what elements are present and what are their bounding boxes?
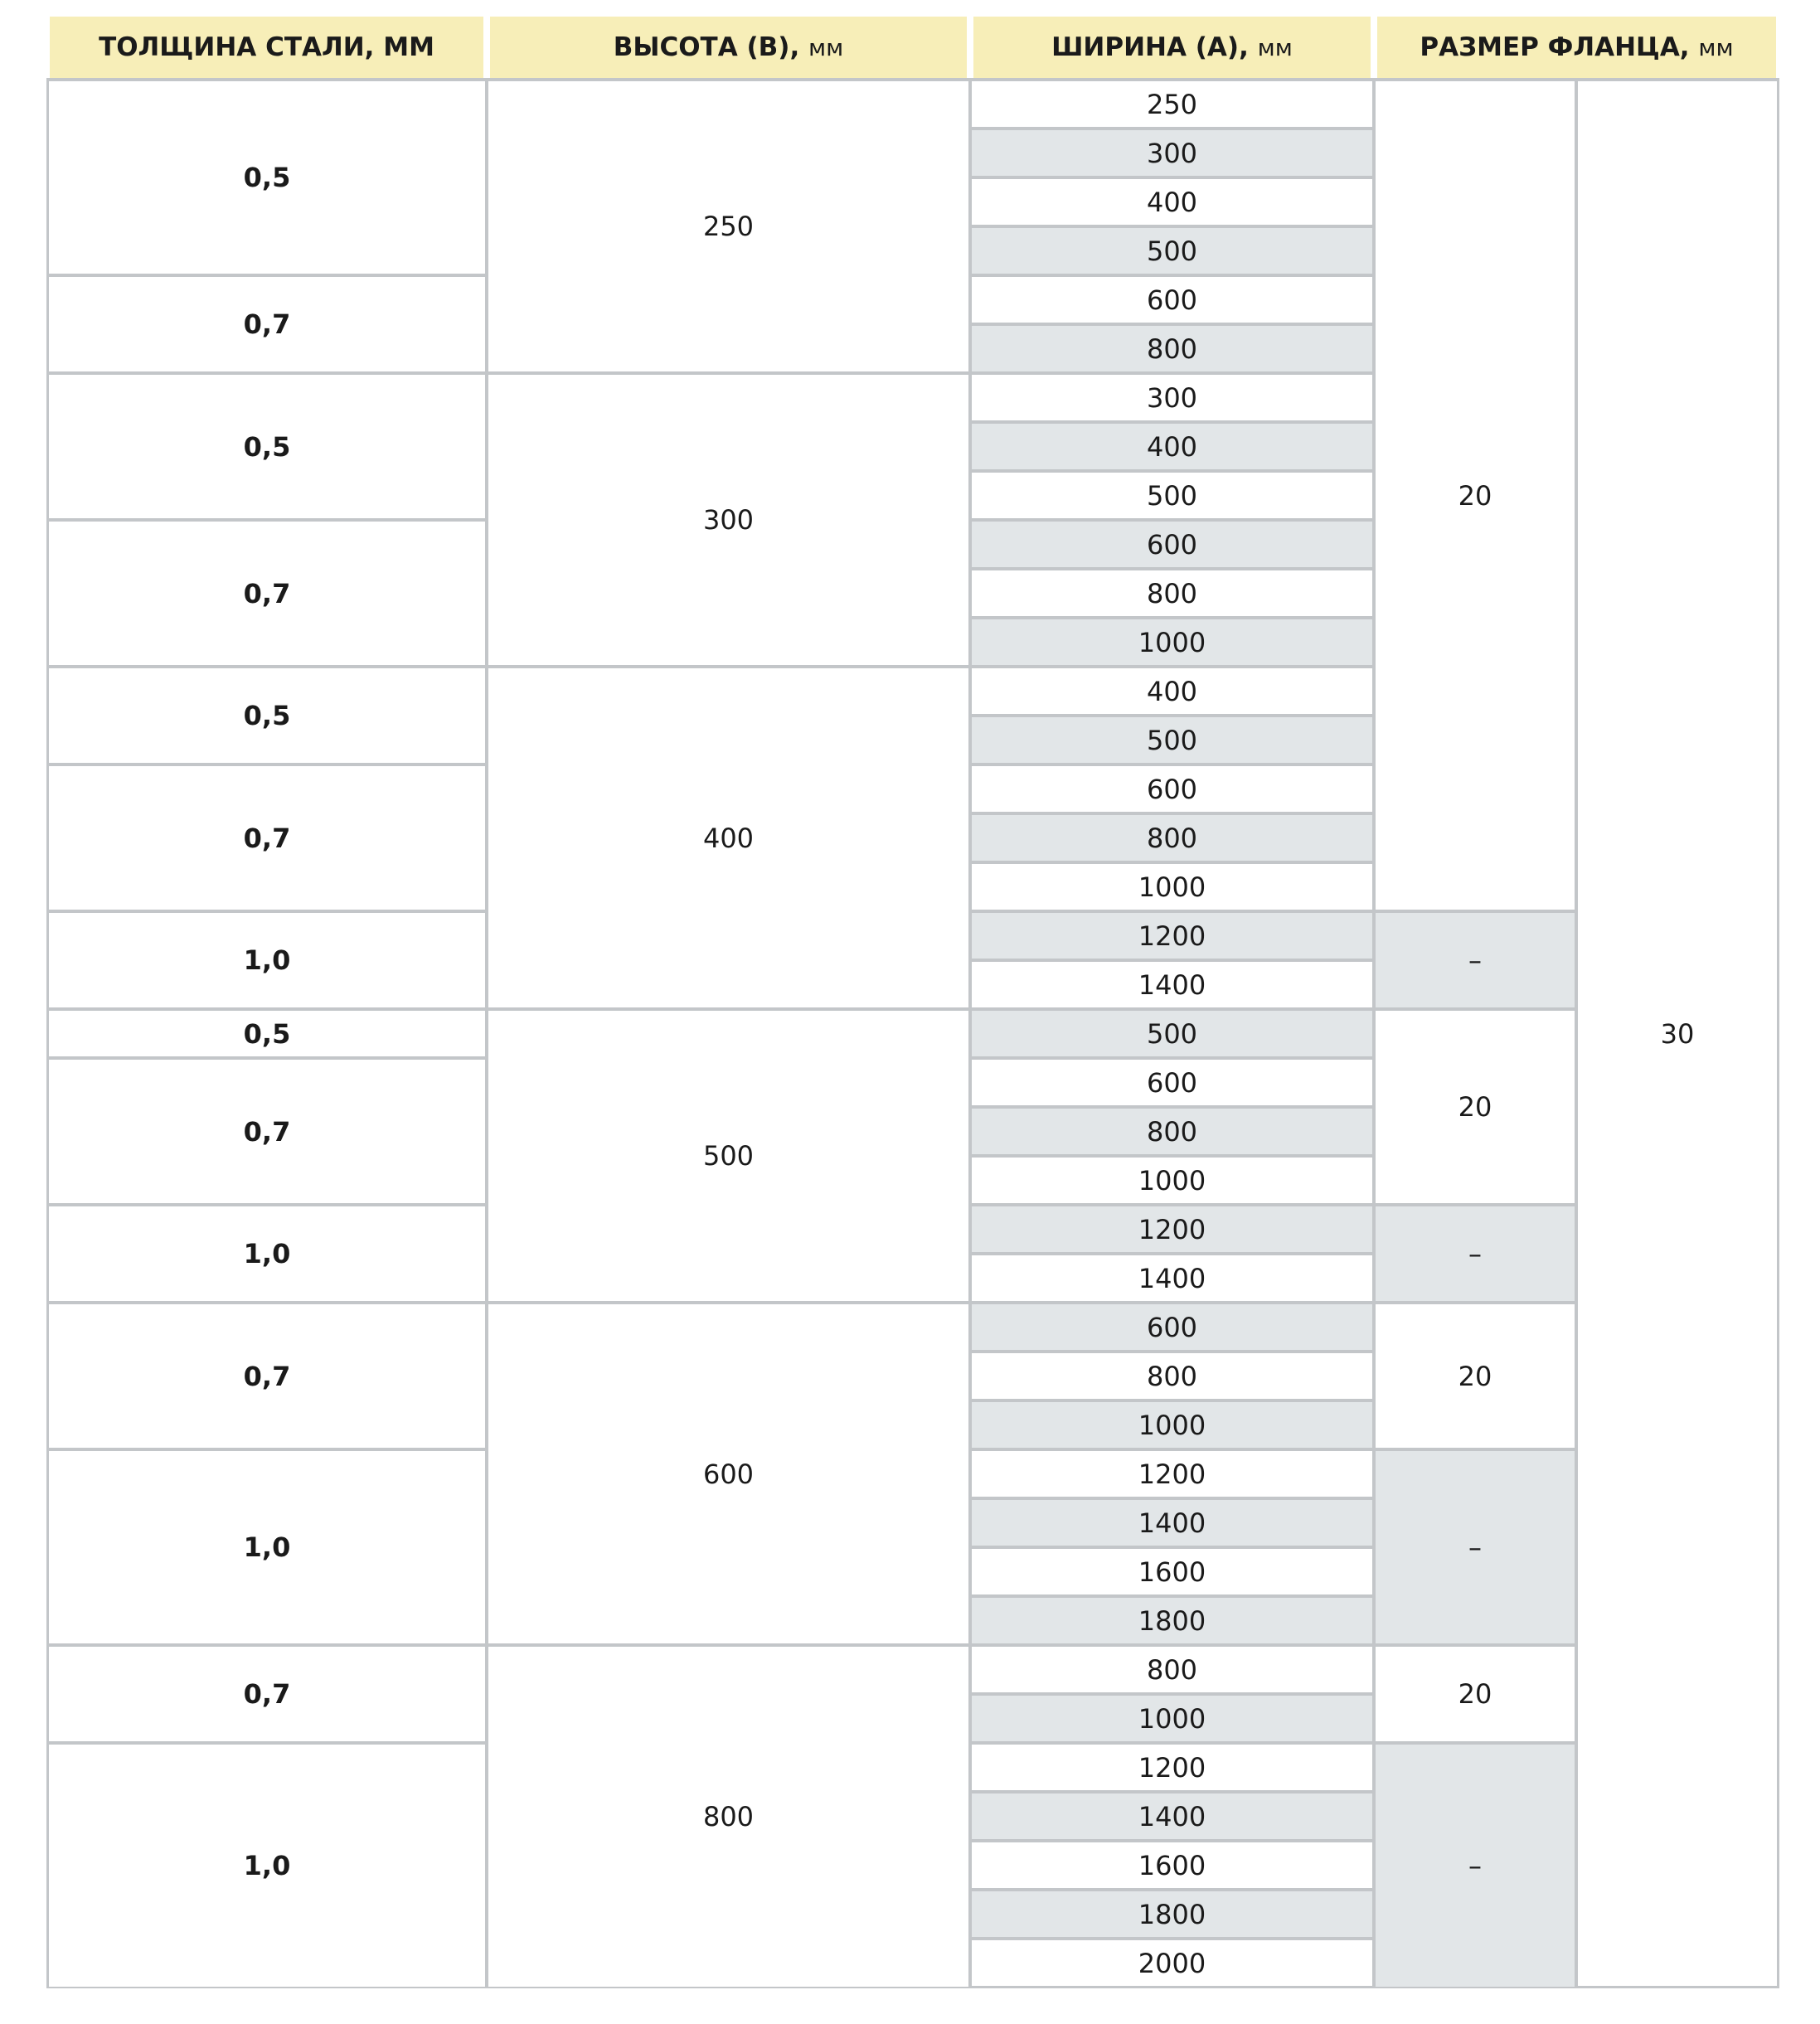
width-cell: 400 bbox=[970, 177, 1374, 226]
width-cell: 1000 bbox=[970, 862, 1374, 911]
width-cell: 1400 bbox=[970, 960, 1374, 1009]
width-cell: 1200 bbox=[970, 1449, 1374, 1498]
width-cell: 1400 bbox=[970, 1498, 1374, 1547]
width-cell: 1200 bbox=[970, 1205, 1374, 1254]
thickness-cell: 1,0 bbox=[46, 911, 487, 1009]
header-thickness: ТОЛЩИНА СТАЛИ, ММ bbox=[46, 17, 487, 78]
flange-cell: – bbox=[1374, 1743, 1576, 1988]
height-cell: 600 bbox=[487, 1303, 970, 1645]
width-cell: 500 bbox=[970, 1009, 1374, 1058]
header-width: ШИРИНА (А), мм bbox=[970, 17, 1374, 78]
flange-cell: 20 bbox=[1374, 78, 1576, 911]
width-cell: 500 bbox=[970, 716, 1374, 764]
height-cell: 250 bbox=[487, 78, 970, 373]
table-row bbox=[46, 1303, 1779, 1352]
header-row bbox=[46, 17, 1779, 78]
table-body bbox=[46, 78, 1779, 1988]
width-cell: 300 bbox=[970, 129, 1374, 177]
width-cell: 1200 bbox=[970, 911, 1374, 960]
width-cell: 800 bbox=[970, 324, 1374, 373]
thickness-cell: 1,0 bbox=[46, 1449, 487, 1645]
width-cell: 1200 bbox=[970, 1743, 1374, 1792]
width-cell: 500 bbox=[970, 471, 1374, 520]
width-cell: 1800 bbox=[970, 1596, 1374, 1645]
width-cell: 400 bbox=[970, 667, 1374, 716]
width-cell: 1600 bbox=[970, 1841, 1374, 1890]
width-cell: 600 bbox=[970, 1303, 1374, 1352]
width-cell: 600 bbox=[970, 520, 1374, 569]
flange-cell: 20 bbox=[1374, 1009, 1576, 1205]
width-cell: 600 bbox=[970, 764, 1374, 813]
flange-cell: 20 bbox=[1374, 1303, 1576, 1449]
flange-cell: – bbox=[1374, 1205, 1576, 1303]
table-row bbox=[46, 78, 1779, 129]
header-height: ВЫСОТА (В), мм bbox=[487, 17, 970, 78]
width-cell: 1000 bbox=[970, 618, 1374, 667]
header-flange-size: РАЗМЕР ФЛАНЦА, мм bbox=[1374, 17, 1779, 78]
width-cell: 250 bbox=[970, 78, 1374, 129]
width-cell: 800 bbox=[970, 1352, 1374, 1400]
thickness-cell: 1,0 bbox=[46, 1205, 487, 1303]
height-cell: 400 bbox=[487, 667, 970, 1009]
thickness-cell: 0,5 bbox=[46, 78, 487, 275]
thickness-cell: 0,7 bbox=[46, 275, 487, 373]
width-cell: 1800 bbox=[970, 1890, 1374, 1939]
width-cell: 800 bbox=[970, 569, 1374, 618]
width-cell: 800 bbox=[970, 1107, 1374, 1156]
width-cell: 500 bbox=[970, 226, 1374, 275]
width-cell: 300 bbox=[970, 373, 1374, 422]
flange-cell: – bbox=[1374, 1449, 1576, 1645]
thickness-cell: 0,7 bbox=[46, 1303, 487, 1449]
width-cell: 1000 bbox=[970, 1156, 1374, 1205]
width-cell: 2000 bbox=[970, 1939, 1374, 1988]
width-cell: 1000 bbox=[970, 1694, 1374, 1743]
thickness-cell: 0,7 bbox=[46, 1645, 487, 1743]
flange-cell: – bbox=[1374, 911, 1576, 1009]
thickness-cell: 1,0 bbox=[46, 1743, 487, 1988]
width-cell: 400 bbox=[970, 422, 1374, 471]
thickness-cell: 0,5 bbox=[46, 373, 487, 520]
height-cell: 800 bbox=[487, 1645, 970, 1988]
width-cell: 800 bbox=[970, 813, 1374, 862]
flange-cell: 20 bbox=[1374, 1645, 1576, 1743]
thickness-cell: 0,5 bbox=[46, 667, 487, 764]
spec-table-container bbox=[46, 17, 1779, 1988]
duct-spec-table bbox=[46, 17, 1779, 1988]
thickness-cell: 0,7 bbox=[46, 520, 487, 667]
thickness-cell: 0,5 bbox=[46, 1009, 487, 1058]
flange-constant-cell: 30 bbox=[1576, 78, 1779, 1988]
thickness-cell: 0,7 bbox=[46, 764, 487, 911]
width-cell: 600 bbox=[970, 1058, 1374, 1107]
table-row bbox=[46, 1009, 1779, 1058]
width-cell: 1000 bbox=[970, 1400, 1374, 1449]
width-cell: 1400 bbox=[970, 1254, 1374, 1303]
thickness-cell: 0,7 bbox=[46, 1058, 487, 1205]
width-cell: 1400 bbox=[970, 1792, 1374, 1841]
width-cell: 600 bbox=[970, 275, 1374, 324]
height-cell: 500 bbox=[487, 1009, 970, 1303]
width-cell: 800 bbox=[970, 1645, 1374, 1694]
table-row bbox=[46, 1645, 1779, 1694]
height-cell: 300 bbox=[487, 373, 970, 667]
width-cell: 1600 bbox=[970, 1547, 1374, 1596]
